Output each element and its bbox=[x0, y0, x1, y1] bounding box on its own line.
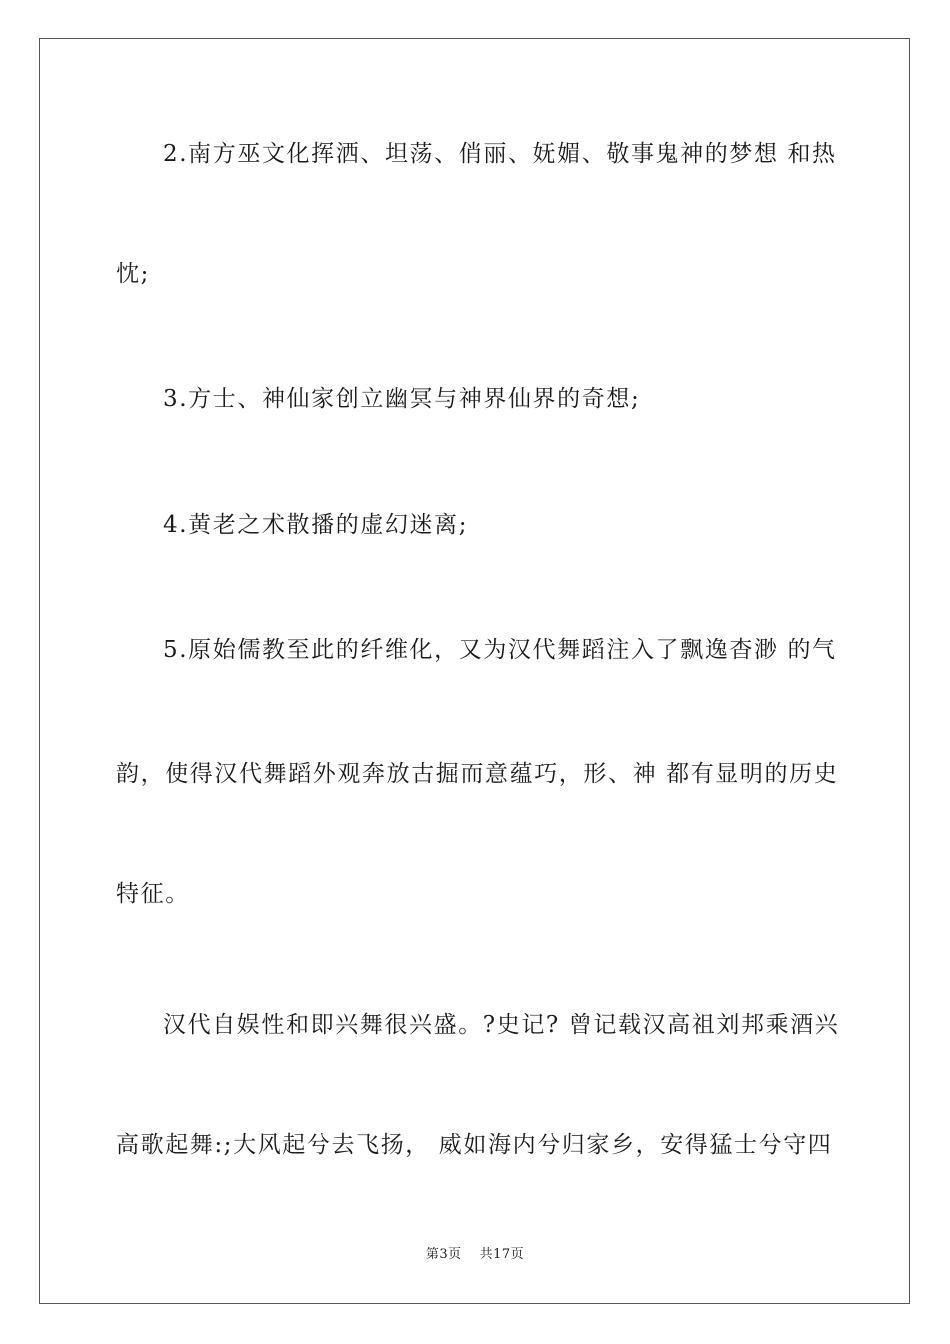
page-footer bbox=[0, 1246, 950, 1264]
page-total: 共17页 bbox=[479, 1247, 525, 1262]
paragraph-5-line-2: 韵，使得汉代舞蹈外观奔放古掘而意蕴巧，形、神 都有显明的历史 bbox=[116, 761, 839, 787]
page-number: 第3页 bbox=[425, 1247, 462, 1262]
paragraph-2-line-1: 2.南方巫文化挥洒、坦荡、俏丽、妩媚、敬事鬼神的梦想 和热 bbox=[163, 141, 837, 167]
paragraph-5-line-3: 特征。 bbox=[116, 881, 190, 907]
paragraph-5-line-1: 5.原始儒教至此的纤维化，又为汉代舞蹈注入了飘逸杳渺 的气 bbox=[163, 637, 837, 663]
paragraph-2-line-2: 忱; bbox=[116, 261, 150, 287]
paragraph-3-line-1: 3.方士、神仙家创立幽冥与神界仙界的奇想; bbox=[163, 386, 641, 412]
paragraph-4-line-1: 4.黄老之术散播的虚幻迷离; bbox=[163, 512, 469, 538]
paragraph-6-line-1: 汉代自娱性和即兴舞很兴盛。?史记? 曾记载汉高祖刘邦乘酒兴 bbox=[163, 1012, 840, 1038]
paragraph-6-line-2: 高歌起舞:;大风起兮去飞扬， 威如海内兮归家乡，安得猛士兮守四 bbox=[116, 1132, 833, 1158]
page-border bbox=[39, 38, 910, 1304]
